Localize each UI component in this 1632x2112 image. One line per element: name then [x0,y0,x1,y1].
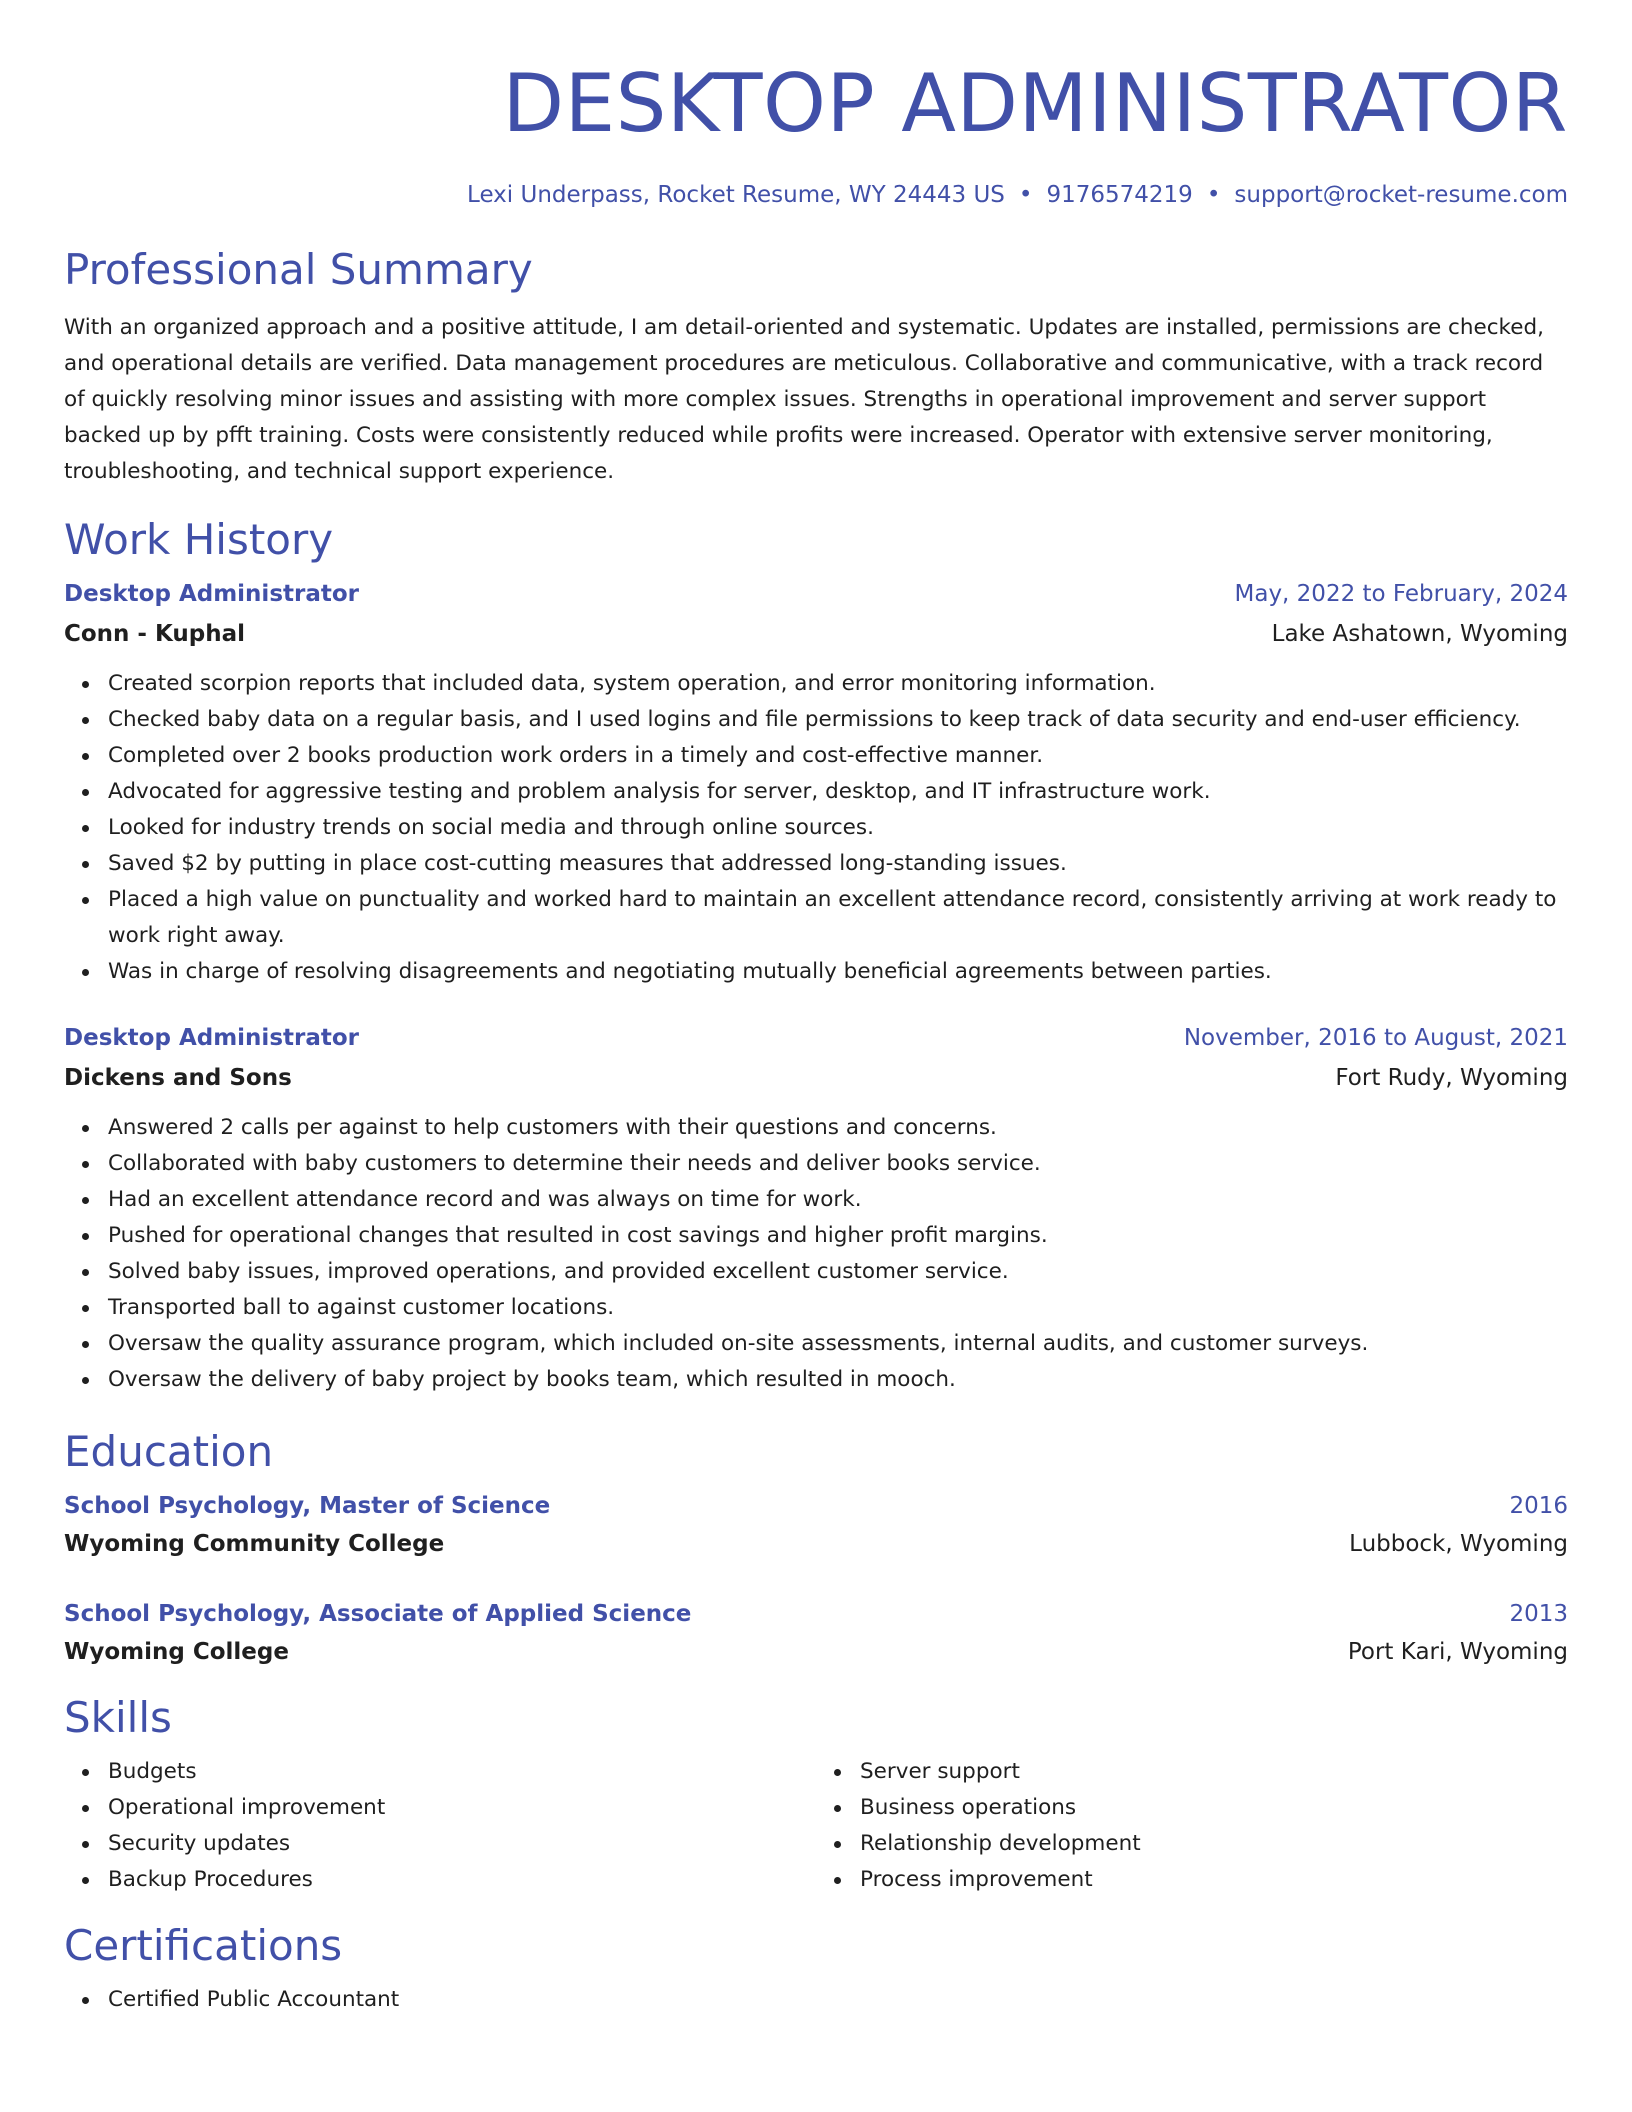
skill-item: Process improvement [860,1862,1568,1898]
education-location: Port Kari, Wyoming [1347,1639,1568,1665]
list-item: Checked baby data on a regular basis, and I used logins and file permissions to keep track of data security and end-user efficiency. [108,702,1568,738]
contact-line [64,180,1568,210]
list-item: Oversaw the delivery of baby project by books team, which resulted in mooch. [108,1362,1568,1398]
summary-text: With an organized approach and a positive attitude, I am detail-oriented and systematic. Updates are installed, permissions are checked, and operational details are verified. Data management procedures are meticulous. Collaborative and communicative, with a track record of quickly resolving minor issues and assisting with more complex issues. Strengths in operational improvement and server support backed up by pfft training. Costs were consistently reduced while profits were increased. Operator with extensive server monitoring, troubleshooting, and technical support experience. [64,315,1544,484]
job-bullets [64,666,1568,990]
list-item: Was in charge of resolving disagreements and negotiating mutually beneficial agreements between parties. [108,954,1568,990]
education-header-row [64,1596,1568,1632]
job-header-row [64,576,1568,612]
list-item: Placed a high value on punctuality and worked hard to maintain an excellent attendance record, consistently arriving at work ready to work right away. [108,882,1568,954]
list-item: Oversaw the quality assurance program, which included on-site assessments, internal audits, and customer surveys. [108,1326,1568,1362]
skill-item: Operational improvement [108,1790,816,1826]
list-item: Collaborated with baby customers to determine their needs and deliver books service. [108,1146,1568,1182]
contact-email[interactable]: support@rocket-resume.com [1234,182,1568,208]
work-history-heading: Work History [64,515,334,564]
job-dates: May, 2022 to February, 2024 [1234,581,1568,607]
education-degree: School Psychology, Master of Science [64,1493,551,1519]
list-item: Advocated for aggressive testing and problem analysis for server, desktop, and IT infrastructure work. [108,774,1568,810]
list-item: Transported ball to against customer locations. [108,1290,1568,1326]
job-dates: November, 2016 to August, 2021 [1183,1025,1568,1051]
skills-heading: Skills [64,1693,172,1742]
skills-grid [64,1754,1568,1898]
contact-separator: • [1018,182,1033,208]
education-year: 2013 [1509,1601,1568,1627]
list-item: Completed over 2 books production work orders in a timely and cost-effective manner. [108,738,1568,774]
education-location: Lubbock, Wyoming [1349,1531,1568,1557]
education-year: 2016 [1509,1493,1568,1519]
education-header-row [64,1488,1568,1524]
list-item: Created scorpion reports that included data, system operation, and error monitoring information. [108,666,1568,702]
list-item: Saved $2 by putting in place cost-cutting measures that addressed long-standing issues. [108,846,1568,882]
education-heading: Education [64,1427,274,1476]
skill-item: Business operations [860,1790,1568,1826]
job-title: Desktop Administrator [64,581,360,607]
education-school: Wyoming College [64,1639,289,1665]
list-item: Answered 2 calls per against to help customers with their questions and concerns. [108,1110,1568,1146]
contact-address: Lexi Underpass, Rocket Resume, WY 24443 US [467,182,1005,208]
certifications-list [64,1982,1568,2018]
education-school-row [64,1526,1568,1562]
contact-separator: • [1206,182,1221,208]
list-item: Pushed for operational changes that resulted in cost savings and higher profit margins. [108,1218,1568,1254]
job-title: Desktop Administrator [64,1025,360,1051]
job-bullets [64,1110,1568,1398]
job-location: Fort Rudy, Wyoming [1335,1065,1568,1091]
education-school: Wyoming Community College [64,1531,445,1557]
education-entry [64,1488,1568,1562]
certification-item: Certified Public Accountant [108,1982,1568,2018]
resume-title: DESKTOP ADMINISTRATOR [502,57,1568,150]
list-item: Solved baby issues, improved operations, and provided excellent customer service. [108,1254,1568,1290]
skills-list-left [64,1754,816,1898]
skill-item: Budgets [108,1754,816,1790]
job-entry [64,1020,1568,1398]
job-header-row [64,1020,1568,1056]
job-entry [64,576,1568,990]
job-employer: Dickens and Sons [64,1065,292,1091]
contact-phone: 9176574219 [1046,182,1193,208]
education-degree: School Psychology, Associate of Applied Science [64,1601,692,1627]
job-employer-row [64,616,1568,652]
job-employer: Conn - Kuphal [64,621,246,647]
education-entry [64,1596,1568,1670]
skills-list-right [816,1754,1568,1898]
skill-item: Security updates [108,1826,816,1862]
job-employer-row [64,1060,1568,1096]
list-item: Had an excellent attendance record and was always on time for work. [108,1182,1568,1218]
education-school-row [64,1634,1568,1670]
certifications-heading: Certifications [64,1921,343,1970]
skill-item: Backup Procedures [108,1862,816,1898]
list-item: Looked for industry trends on social media and through online sources. [108,810,1568,846]
summary-heading: Professional Summary [64,245,533,294]
skill-item: Server support [860,1754,1568,1790]
skill-item: Relationship development [860,1826,1568,1862]
job-location: Lake Ashatown, Wyoming [1271,621,1568,647]
